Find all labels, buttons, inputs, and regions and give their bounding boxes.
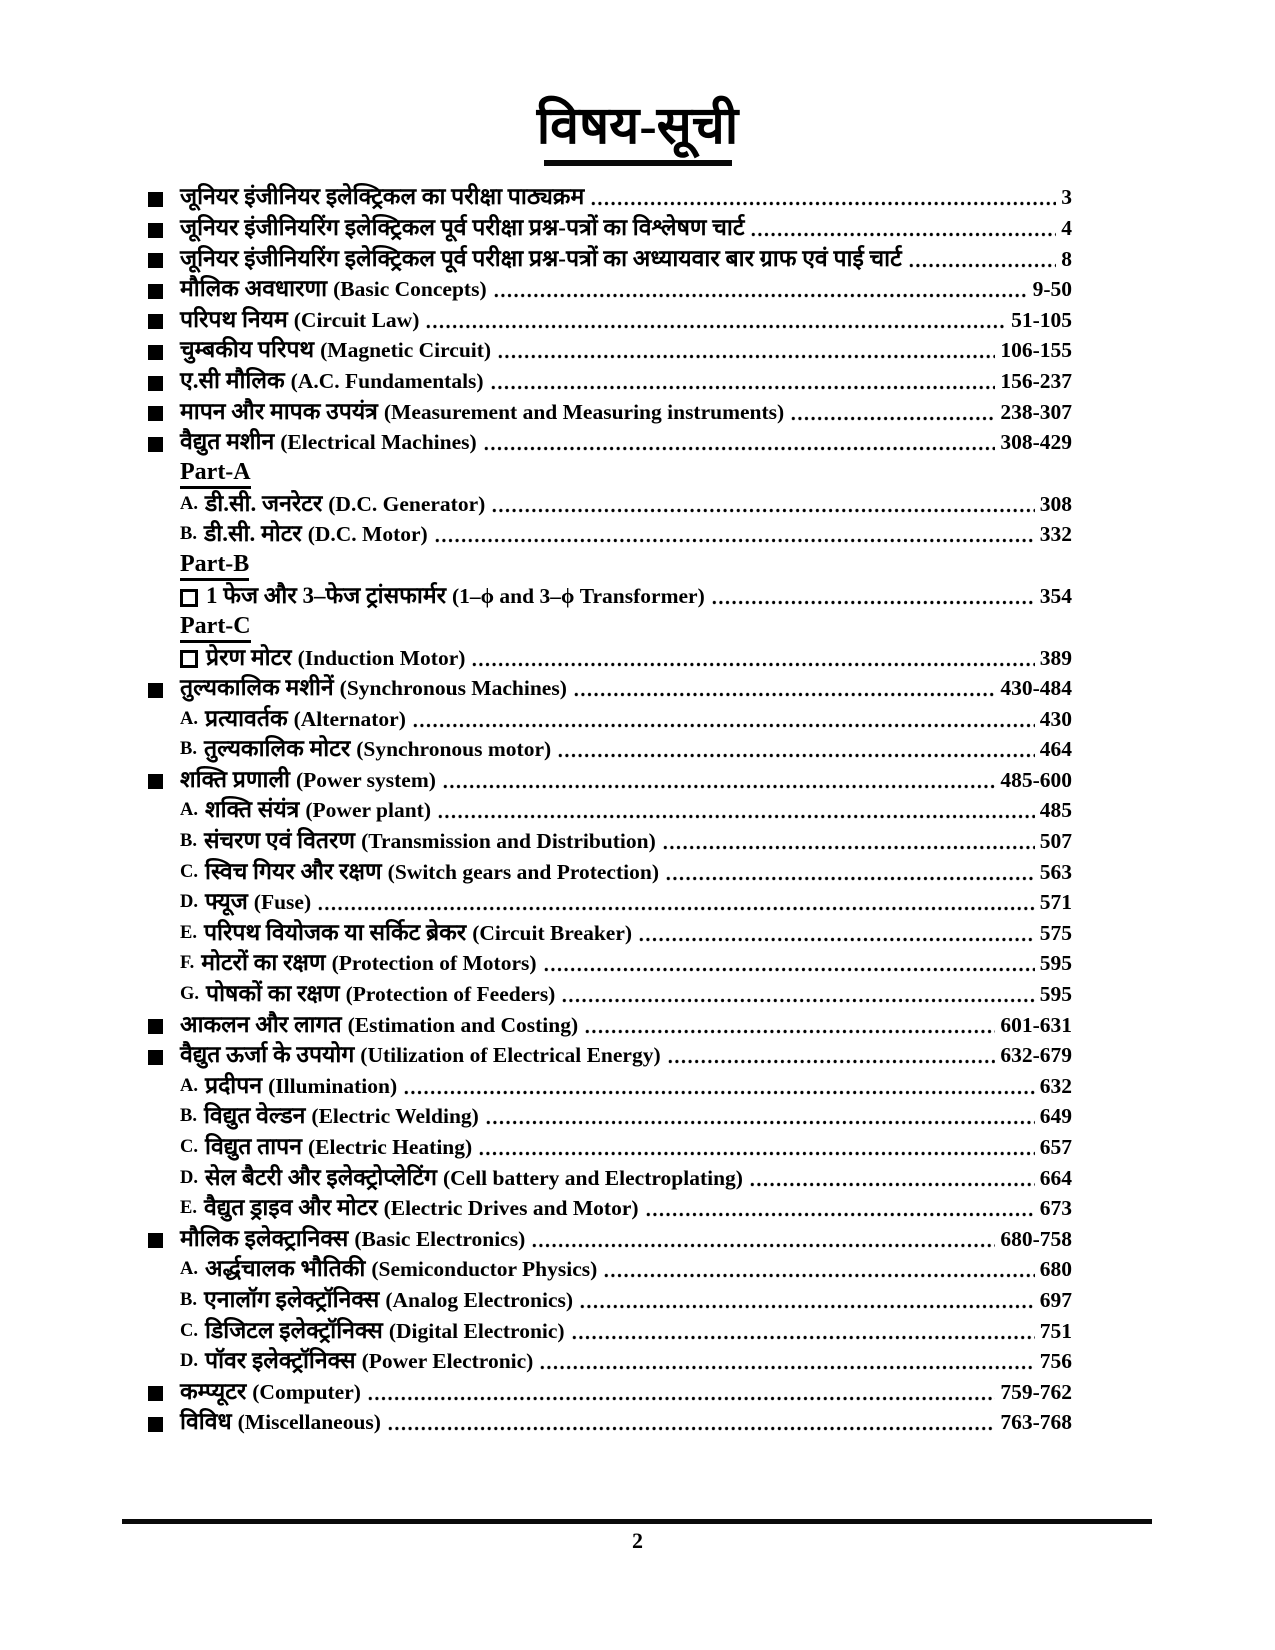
toc-entry: [180, 581, 1072, 612]
entry-label-hindi: 1 फेज और 3–फेज ट्रांसफार्मर: [206, 582, 446, 608]
entry-label-hindi: कम्प्यूटर: [180, 1378, 247, 1404]
entry-label-hindi: शक्ति प्रणाली: [180, 766, 291, 792]
filled-square-bullet-icon: [148, 1019, 163, 1034]
bullet-cell: [148, 376, 180, 397]
entry-page-number: 4: [1061, 215, 1072, 240]
toc-entry: [148, 213, 1072, 244]
entry-label-english: (D.C. Generator): [328, 491, 486, 516]
entry-label-hindi: शक्ति संयंत्र: [205, 797, 300, 823]
toc-entry: [148, 1407, 1072, 1438]
entry-label-hindi: विद्युत वेल्डन: [203, 1103, 306, 1129]
toc-entry: [180, 1346, 1072, 1377]
dot-leader: [711, 581, 1035, 612]
dot-leader: [471, 643, 1034, 674]
entry-label-english: (Power Electronic): [361, 1349, 534, 1374]
filled-square-bullet-icon: [148, 1417, 163, 1432]
entry-page-number: 680-758: [1000, 1226, 1072, 1251]
entry-page-number: 664: [1039, 1165, 1072, 1190]
entry-label-english: (Circuit Law): [293, 307, 420, 332]
filled-square-bullet-icon: [148, 406, 163, 421]
toc-entry: [180, 643, 1072, 674]
filled-square-bullet-icon: [148, 683, 163, 698]
entry-page-number: 601-631: [1000, 1012, 1072, 1037]
dot-leader: [579, 1285, 1035, 1316]
toc-entry: [148, 1224, 1072, 1255]
entry-label-hindi: जूनियर इंजीनियर इलेक्ट्रिकल का परीक्षा पाठ्यक्रम: [180, 184, 585, 210]
bullet-cell: [148, 223, 180, 244]
bullet-cell: [148, 253, 180, 274]
filled-square-bullet-icon: [148, 1050, 163, 1065]
entry-page-number: 308-429: [1000, 430, 1072, 455]
toc-entry: [180, 1071, 1072, 1102]
entry-label-hindi: पोषकों का रक्षण: [206, 981, 340, 1007]
toc-entry: [148, 335, 1072, 366]
entry-label-english: (Fuse): [253, 890, 312, 915]
entry-label-hindi: परिपथ वियोजक या सर्किट ब्रेकर: [203, 919, 467, 945]
entry-page-number: 595: [1039, 982, 1072, 1007]
dot-leader: [387, 1407, 995, 1438]
toc-part-heading: [180, 612, 1072, 643]
entry-page-number: 575: [1039, 920, 1072, 945]
entry-label-hindi: विविध: [180, 1409, 232, 1435]
entry-label-hindi: स्विच गियर और रक्षण: [205, 858, 382, 884]
toc-entry: [180, 1101, 1072, 1132]
entry-page-number: 485: [1039, 798, 1072, 823]
bullet-cell: [148, 1050, 180, 1071]
filled-square-bullet-icon: [148, 437, 163, 452]
part-heading-label: Part-B: [180, 551, 249, 581]
entry-label-english: (Cell battery and Electroplating): [442, 1165, 743, 1190]
entry-label-english: (Magnetic Circuit): [320, 338, 492, 363]
toc-entry: [180, 948, 1072, 979]
entry-letter: A.: [180, 708, 198, 729]
entry-label-hindi: वैद्युत ड्राइव और मोटर: [203, 1195, 378, 1221]
entry-label-english: (Illumination): [268, 1073, 398, 1098]
entry-page-number: 571: [1039, 890, 1072, 915]
filled-square-bullet-icon: [148, 223, 163, 238]
entry-page-number: 632: [1039, 1073, 1072, 1098]
entry-label-english: (Alternator): [293, 706, 406, 731]
bullet-cell: [148, 314, 180, 335]
toc-entry: [148, 1040, 1072, 1071]
entry-label-hindi: विद्युत तापन: [205, 1134, 302, 1160]
entry-label-hindi: मौलिक इलेक्ट्रानिक्स: [180, 1225, 349, 1251]
entry-label-hindi: जूनियर इंजीनियरिंग इलेक्ट्रिकल पूर्व परीक्षा प्रश्न-पत्रों का विश्लेषण चार्ट: [180, 214, 745, 240]
entry-label-english: (Electric Welding): [311, 1104, 479, 1129]
filled-square-bullet-icon: [148, 1386, 163, 1401]
entry-letter: D.: [180, 1167, 198, 1188]
entry-label-hindi: सेल बैटरी और इलेक्ट्रोप्लेटिंग: [205, 1164, 437, 1190]
dot-leader: [561, 979, 1034, 1010]
dot-leader: [483, 427, 996, 458]
dot-leader: [317, 887, 1035, 918]
entry-page-number: 485-600: [1000, 767, 1072, 792]
footer-rule: [122, 1519, 1152, 1524]
dot-leader: [750, 213, 1056, 244]
entry-label-hindi: पॉवर इलेक्ट्रॉनिक्स: [205, 1348, 356, 1374]
toc-entry: [180, 489, 1072, 520]
entry-page-number: 51-105: [1011, 307, 1072, 332]
toc-entry: [148, 182, 1072, 213]
entry-label-english: (A.C. Fundamentals): [290, 368, 484, 393]
entry-label-english: (Protection of Feeders): [345, 982, 556, 1007]
entry-page-number: 238-307: [1000, 399, 1072, 424]
dot-leader: [557, 734, 1035, 765]
entry-label-english: (1–ϕ and 3–ϕ Transformer): [451, 583, 705, 608]
bullet-cell: [148, 774, 180, 795]
dot-leader: [790, 397, 995, 428]
toc-entry: [180, 734, 1072, 765]
toc-part-heading: [180, 458, 1072, 489]
entry-letter: A.: [180, 493, 198, 514]
entry-letter: E.: [180, 1198, 197, 1219]
entry-label-english: (Miscellaneous): [237, 1410, 381, 1435]
toc-entry: [148, 305, 1072, 336]
entry-label-english: (Induction Motor): [297, 645, 466, 670]
title-underline: [544, 160, 732, 166]
entry-page-number: 759-762: [1000, 1379, 1072, 1404]
entry-label-hindi: जूनियर इंजीनियरिंग इलेक्ट्रिकल पूर्व परीक्षा प्रश्न-पत्रों का अध्यायवार बार ग्राफ एवं पाई चार्ट: [180, 245, 902, 271]
entry-page-number: 563: [1039, 859, 1072, 884]
entry-page-number: 464: [1039, 737, 1072, 762]
dot-leader: [908, 244, 1057, 275]
toc-entry: [180, 795, 1072, 826]
entry-label-english: (Basic Electronics): [354, 1226, 526, 1251]
entry-letter: B.: [180, 1106, 197, 1127]
filled-square-bullet-icon: [148, 314, 163, 329]
dot-leader: [442, 765, 995, 796]
entry-letter: F.: [180, 953, 195, 974]
toc-entry: [180, 1163, 1072, 1194]
entry-page-number: 389: [1039, 645, 1072, 670]
filled-square-bullet-icon: [148, 253, 163, 268]
toc-entry: [148, 1377, 1072, 1408]
toc-entry: [180, 979, 1072, 1010]
toc-entry: [148, 673, 1072, 704]
entry-label-english: (Computer): [252, 1379, 361, 1404]
dot-leader: [539, 1346, 1034, 1377]
toc-entry: [180, 826, 1072, 857]
toc-entry: [180, 1285, 1072, 1316]
entry-page-number: 354: [1039, 583, 1072, 608]
filled-square-bullet-icon: [148, 284, 163, 299]
entry-label-english: (Electric Heating): [308, 1135, 473, 1160]
entry-page-number: 430-484: [1000, 676, 1072, 701]
bullet-cell: [148, 345, 180, 366]
entry-page-number: 756: [1039, 1349, 1072, 1374]
entry-label-hindi: फ्यूज: [205, 889, 248, 915]
filled-square-bullet-icon: [148, 1233, 163, 1248]
entry-label-english: (Digital Electronic): [388, 1318, 565, 1343]
entry-label-english: (Measurement and Measuring instruments): [383, 399, 785, 424]
bullet-cell: [148, 192, 180, 213]
toc-entry: [148, 244, 1072, 275]
entry-letter: B.: [180, 524, 197, 545]
bullet-cell: [148, 1233, 180, 1254]
entry-label-english: (Power system): [296, 767, 436, 792]
dot-leader: [367, 1377, 995, 1408]
entry-label-hindi: प्रदीपन: [205, 1072, 263, 1098]
entry-label-hindi: प्रेरण मोटर: [206, 644, 292, 670]
entry-label-english: (Electrical Machines): [280, 430, 477, 455]
toc-entry: [180, 1316, 1072, 1347]
entry-letter: A.: [180, 1075, 198, 1096]
page-title: विषय-सूची: [536, 98, 739, 155]
entry-label-english: (D.C. Motor): [307, 522, 428, 547]
dot-leader: [665, 857, 1035, 888]
entry-page-number: 332: [1039, 522, 1072, 547]
toc-entry: [148, 1010, 1072, 1041]
entry-page-number: 430: [1039, 706, 1072, 731]
toc-entry: [148, 397, 1072, 428]
entry-label-hindi: डिजिटल इलेक्ट्रॉनिक्स: [205, 1317, 383, 1343]
entry-label-english: (Synchronous motor): [356, 737, 552, 762]
entry-label-english: (Semiconductor Physics): [371, 1257, 598, 1282]
part-heading-label: Part-C: [180, 613, 251, 643]
bullet-cell: [148, 284, 180, 305]
dot-leader: [485, 1101, 1035, 1132]
toc-entry: [180, 704, 1072, 735]
toc-entry: [180, 519, 1072, 550]
entry-label-english: (Transmission and Distribution): [361, 829, 656, 854]
entry-page-number: 649: [1039, 1104, 1072, 1129]
entry-letter: G.: [180, 984, 200, 1005]
entry-label-hindi: एनालॉग इलेक्ट्रॉनिक्स: [203, 1286, 380, 1312]
dot-leader: [531, 1224, 995, 1255]
entry-page-number: 673: [1039, 1196, 1072, 1221]
dot-leader: [490, 366, 996, 397]
dot-leader: [493, 274, 1028, 305]
entry-label-english: (Switch gears and Protection): [387, 859, 659, 884]
toc-list: [148, 182, 1072, 1438]
dot-leader: [584, 1010, 995, 1041]
entry-page-number: 697: [1039, 1287, 1072, 1312]
title-block: [0, 0, 1275, 166]
entry-letter: D.: [180, 1351, 198, 1372]
entry-page-number: 751: [1039, 1318, 1072, 1343]
entry-page-number: 657: [1039, 1135, 1072, 1160]
bullet-cell: [148, 437, 180, 458]
dot-leader: [573, 673, 995, 704]
bullet-cell: [148, 1386, 180, 1407]
dot-leader: [662, 826, 1035, 857]
toc-entry: [180, 857, 1072, 888]
entry-letter: B.: [180, 739, 197, 760]
entry-page-number: 308: [1039, 491, 1072, 516]
entry-page-number: 763-768: [1000, 1410, 1072, 1435]
entry-page-number: 595: [1039, 951, 1072, 976]
entry-label-hindi: वैद्युत मशीन: [180, 429, 275, 455]
entry-letter: C.: [180, 1137, 198, 1158]
part-heading-label: Part-A: [180, 459, 251, 489]
entry-letter: A.: [180, 800, 198, 821]
entry-letter: B.: [180, 831, 197, 852]
entry-page-number: 9-50: [1032, 277, 1072, 302]
bullet-cell: [148, 406, 180, 427]
entry-letter: E.: [180, 922, 197, 943]
entry-label-english: (Utilization of Electrical Energy): [360, 1043, 661, 1068]
dot-leader: [543, 948, 1035, 979]
toc-entry: [148, 765, 1072, 796]
toc-part-heading: [180, 550, 1072, 581]
toc-entry: [148, 366, 1072, 397]
entry-label-hindi: तुल्यकालिक मशीनें: [180, 675, 334, 701]
entry-label-english: (Synchronous Machines): [339, 676, 567, 701]
filled-square-bullet-icon: [148, 774, 163, 789]
dot-leader: [434, 519, 1035, 550]
entry-label-hindi: ए.सी मौलिक: [180, 367, 285, 393]
dot-leader: [491, 489, 1034, 520]
dot-leader: [749, 1163, 1035, 1194]
entry-label-hindi: परिपथ नियम: [180, 306, 288, 332]
toc-entry: [148, 427, 1072, 458]
entry-label-hindi: आकलन और लागत: [180, 1011, 342, 1037]
toc-entry: [180, 1254, 1072, 1285]
toc-entry: [180, 918, 1072, 949]
toc-entry: [180, 1193, 1072, 1224]
entry-label-hindi: चुम्बकीय परिपथ: [180, 337, 315, 363]
entry-label-hindi: प्रत्यावर्तक: [205, 705, 288, 731]
dot-leader: [638, 918, 1035, 949]
entry-page-number: 3: [1061, 185, 1072, 210]
footer-page-number: 2: [632, 1528, 643, 1553]
toc-entry: [148, 274, 1072, 305]
entry-page-number: 106-155: [1000, 338, 1072, 363]
open-square-bullet-icon: [180, 589, 198, 607]
dot-leader: [571, 1316, 1035, 1347]
open-square-bullet-icon: [180, 650, 198, 668]
entry-label-hindi: संचरण एवं वितरण: [203, 828, 356, 854]
dot-leader: [667, 1040, 996, 1071]
entry-page-number: 632-679: [1000, 1043, 1072, 1068]
entry-letter: C.: [180, 1320, 198, 1341]
entry-page-number: 8: [1061, 246, 1072, 271]
entry-letter: C.: [180, 861, 198, 882]
dot-leader: [497, 335, 995, 366]
entry-page-number: 680: [1039, 1257, 1072, 1282]
dot-leader: [403, 1071, 1035, 1102]
entry-label-hindi: मोटरों का रक्षण: [201, 950, 326, 976]
entry-label-hindi: डी.सी. जनरेटर: [205, 490, 323, 516]
dot-leader: [437, 795, 1035, 826]
entry-letter: B.: [180, 1289, 197, 1310]
entry-label-english: (Circuit Breaker): [472, 920, 633, 945]
entry-label-hindi: डी.सी. मोटर: [203, 521, 302, 547]
filled-square-bullet-icon: [148, 345, 163, 360]
dot-leader: [425, 305, 1006, 336]
entry-label-hindi: मौलिक अवधारणा: [180, 276, 328, 302]
entry-label-hindi: वैद्युत ऊर्जा के उपयोग: [180, 1042, 355, 1068]
bullet-cell: [148, 1417, 180, 1438]
filled-square-bullet-icon: [148, 376, 163, 391]
dot-leader: [590, 182, 1056, 213]
dot-leader: [412, 704, 1035, 735]
toc-entry: [180, 887, 1072, 918]
entry-label-hindi: मापन और मापक उपयंत्र: [180, 398, 378, 424]
dot-leader: [478, 1132, 1035, 1163]
toc-entry: [180, 1132, 1072, 1163]
entry-label-english: (Estimation and Costing): [347, 1012, 579, 1037]
entry-label-hindi: तुल्यकालिक मोटर: [203, 736, 351, 762]
entry-label-english: (Protection of Motors): [331, 951, 537, 976]
entry-page-number: 507: [1039, 829, 1072, 854]
entry-label-english: (Power plant): [305, 798, 431, 823]
bullet-cell: [148, 683, 180, 704]
entry-label-english: (Electric Drives and Motor): [383, 1196, 639, 1221]
entry-letter: A.: [180, 1259, 198, 1280]
entry-label-hindi: अर्द्धचालक भौतिकी: [205, 1256, 366, 1282]
filled-square-bullet-icon: [148, 192, 163, 207]
bullet-cell: [148, 1019, 180, 1040]
dot-leader: [645, 1193, 1035, 1224]
entry-label-english: (Analog Electronics): [385, 1287, 574, 1312]
entry-label-english: (Basic Concepts): [333, 277, 487, 302]
entry-page-number: 156-237: [1000, 368, 1072, 393]
dot-leader: [603, 1254, 1034, 1285]
entry-letter: D.: [180, 892, 198, 913]
